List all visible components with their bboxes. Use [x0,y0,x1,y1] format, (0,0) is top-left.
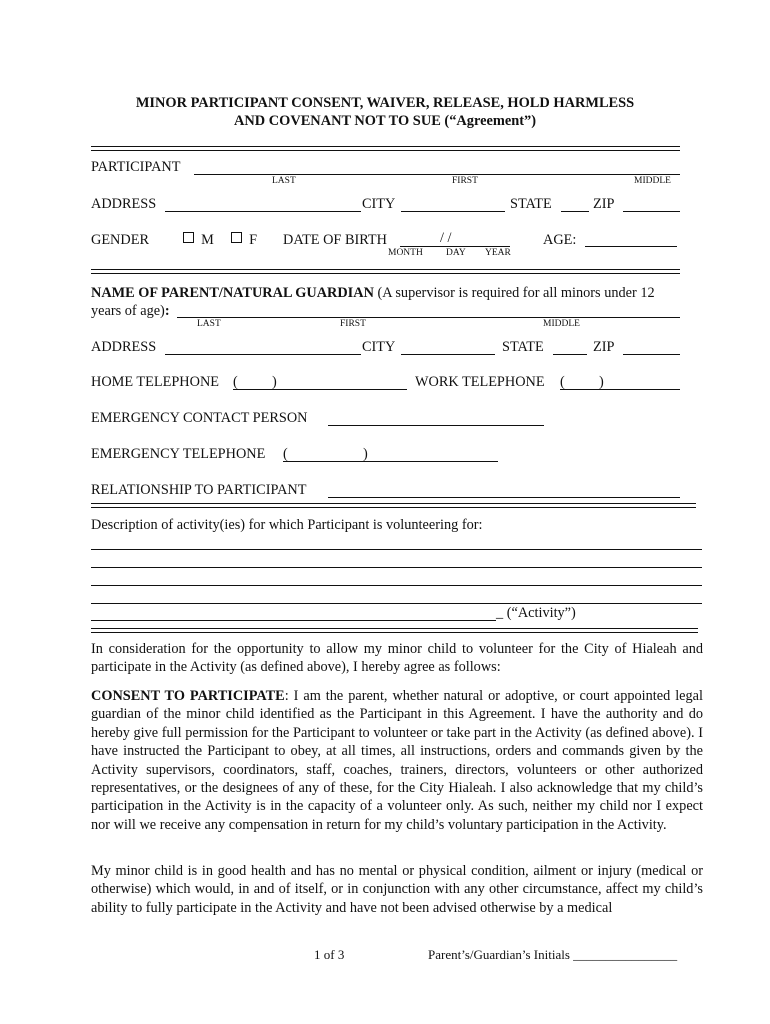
participant-name-field[interactable] [194,174,680,175]
home-telephone-label: HOME TELEPHONE [91,374,220,390]
guardian-state-field[interactable] [553,354,587,355]
guardian-note-colon: : [164,303,170,319]
consent-colon: : [284,688,289,704]
emergency-telephone-field[interactable] [283,461,498,462]
gender-m-checkbox[interactable] [183,232,194,243]
guardian-last-sublabel: LAST [197,319,221,329]
gender-label: GENDER [91,232,149,248]
participant-last-sublabel: LAST [272,176,296,186]
guardian-initials-field[interactable]: Parent’s/Guardian’s Initials ________________ [428,947,678,962]
participant-zip-label: ZIP [593,196,615,212]
activity-line-2[interactable] [91,567,702,568]
activity-line-1[interactable] [91,549,702,550]
gender-f-checkbox[interactable] [231,232,242,243]
participant-label: PARTICIPANT [91,159,181,175]
participant-city-label: CITY [362,196,396,212]
home-telephone-field[interactable] [233,389,407,390]
double-rule [91,146,680,151]
guardian-first-sublabel: FIRST [340,319,366,329]
activity-tag: _ (“Activity”) [496,605,576,621]
gender-m-option[interactable] [183,232,214,249]
activity-line-5[interactable] [91,620,496,621]
gender-m-label: M [201,232,214,248]
work-telephone-paren-open: ( [560,374,565,390]
guardian-note-text: years of age) [91,303,165,319]
participant-state-label: STATE [510,196,552,212]
consent-heading: CONSENT TO PARTICIPATE [91,688,285,704]
double-rule [91,503,696,508]
health-paragraph: My minor child is in good health and has no mental or physical condition, ailment or injury (medical or otherwise) which would, in and of itself, or in conjunction with any other circumstance, affect my child’s ability to fully participate in the Activity and have not been advised otherwise by a medical [91,863,703,916]
participant-first-sublabel: FIRST [452,176,478,186]
emergency-telephone-paren-close: ) [363,446,368,462]
guardian-address-field[interactable] [165,354,361,355]
work-telephone-label: WORK TELEPHONE [415,374,545,390]
guardian-zip-label: ZIP [593,339,615,355]
relationship-label: RELATIONSHIP TO PARTICIPANT [91,482,307,498]
guardian-city-field[interactable] [401,354,495,355]
work-telephone-paren-close: ) [599,374,604,390]
intro-paragraph: In consideration for the opportunity to allow my minor child to volunteer for the City of Hialeah and participate in the Activity (as defined above), I hereby agree as follows: [91,641,703,676]
relationship-field[interactable] [328,497,680,498]
dob-day-sublabel: DAY [446,248,466,258]
double-rule [91,628,698,633]
double-rule [91,269,680,274]
dob-year-sublabel: YEAR [485,248,511,258]
guardian-city-label: CITY [362,339,396,355]
emergency-contact-label: EMERGENCY CONTACT PERSON [91,410,308,426]
participant-middle-sublabel: MIDDLE [634,176,671,186]
participant-zip-field[interactable] [623,211,680,212]
emergency-telephone-paren-open: ( [283,446,288,462]
participant-city-field[interactable] [401,211,505,212]
guardian-middle-sublabel: MIDDLE [543,319,580,329]
dob-separators: / / [440,230,452,246]
guardian-heading-label: NAME OF PARENT/NATURAL GUARDIAN [91,285,374,301]
home-telephone-paren-open: ( [233,374,238,390]
activity-description-label: Description of activity(ies) for which Participant is volunteering for: [91,517,483,533]
guardian-state-label: STATE [502,339,544,355]
document-title-line2: AND COVENANT NOT TO SUE (“Agreement”) [233,113,537,129]
activity-line-3[interactable] [91,585,702,586]
home-telephone-paren-close: ) [272,374,277,390]
participant-address-field[interactable] [165,211,361,212]
guardian-heading [91,285,655,302]
age-field[interactable] [585,246,677,247]
gender-f-label: F [249,232,258,248]
participant-address-label: ADDRESS [91,196,157,212]
dob-month-sublabel: MONTH [388,248,423,258]
guardian-name-field[interactable] [177,317,680,318]
consent-text: I am the parent, whether natural or adoptive, or court appointed legal guardian of the minor child identified as the Participant in this Agreement. I have the authority and do hereby give full permission for the Participant to volunteer or take part in the Activity (as defined above). I have instructed the Participant to obey, at all times, all instructions, orders and commands given by the Activity supervisors, coordinators, staff, coaches, trainers, directors, volunteers or other authorized representatives, or the designees of any of these, for the City Hialeah. I also acknowledge that my child’s participation in the Activity is in the capacity of a volunteer only. As such, neither my child nor I expect nor will we receive any compensation in return for my child’s voluntary participation in the Activity. [91,688,703,833]
work-telephone-field[interactable] [560,389,680,390]
page-number: 1 of 3 [314,947,345,962]
emergency-telephone-label: EMERGENCY TELEPHONE [91,446,266,462]
activity-line-4[interactable] [91,603,702,604]
age-label: AGE: [543,232,577,248]
guardian-address-label: ADDRESS [91,339,157,355]
guardian-heading-note: (A supervisor is required for all minors under 12 [373,285,655,301]
guardian-zip-field[interactable] [623,354,680,355]
document-title-line1: MINOR PARTICIPANT CONSENT, WAIVER, RELEASE, HOLD HARMLESS [135,95,635,111]
dob-label: DATE OF BIRTH [283,232,387,248]
emergency-contact-field[interactable] [328,425,544,426]
consent-paragraph [91,687,703,834]
guardian-heading-note2 [91,303,170,320]
dob-field[interactable] [400,246,510,247]
participant-state-field[interactable] [561,211,589,212]
gender-f-option[interactable] [231,232,257,249]
